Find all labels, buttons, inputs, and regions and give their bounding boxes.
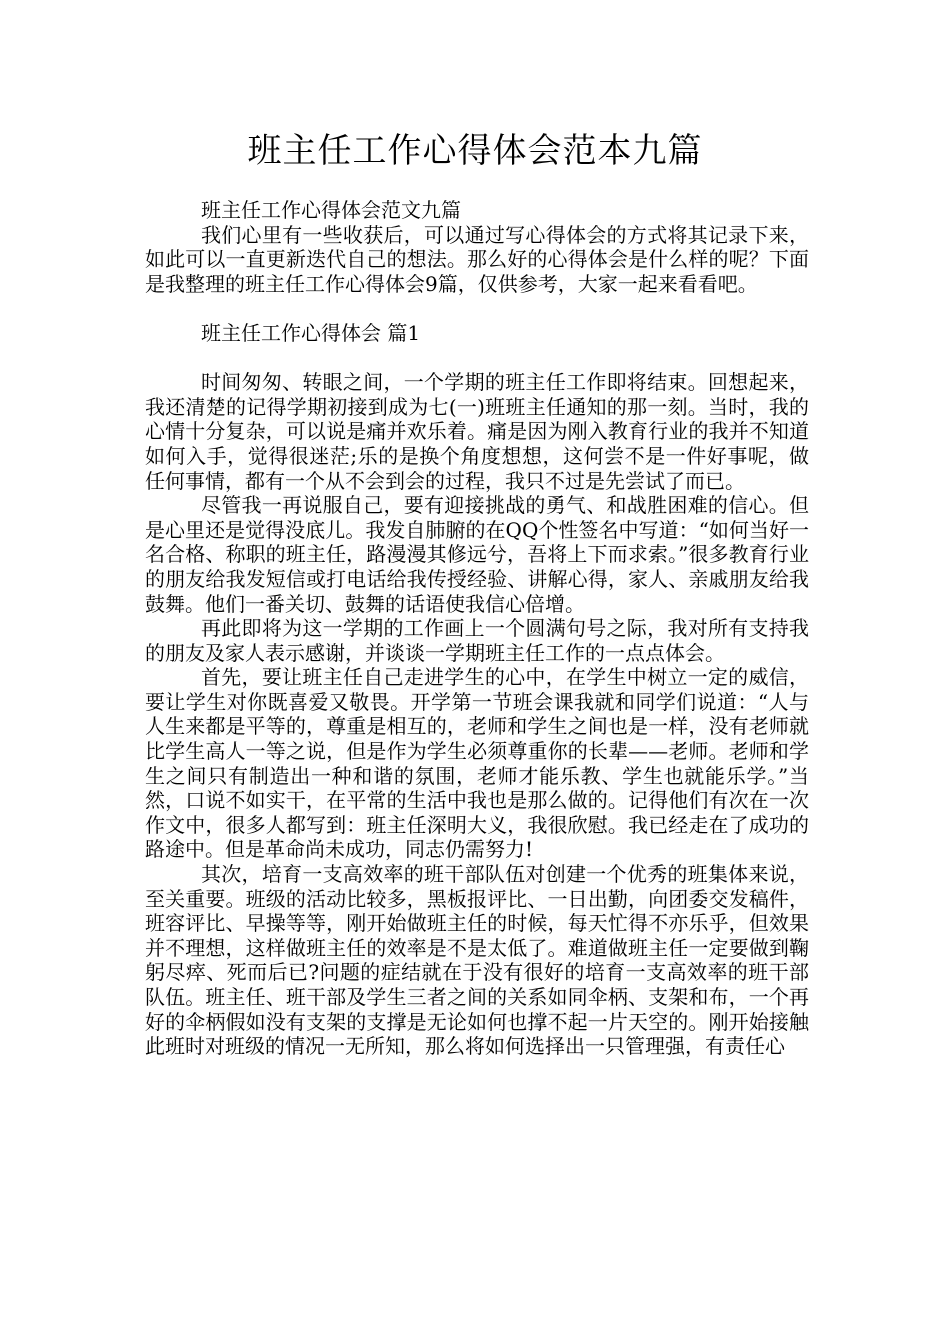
body-paragraph: 时间匆匆、转眼之间，一个学期的班主任工作即将结束。回想起来，我还清楚的记得学期初接到成为七(一)班班主任通知的那一刻。当时，我的心情十分复杂，可以说是痛并欢乐着。痛是因为刚入教育行业的我并不知道如何入手，觉得很迷茫;乐的是换个角度想想，这何尝不是一件好事呢，做任何事情，都有一个从不会到会的过程，我只不过是先尝试了而已。 bbox=[145, 370, 809, 493]
body-paragraph: 尽管我一再说服自己，要有迎接挑战的勇气、和战胜困难的信心。但是心里还是觉得没底儿。我发自肺腑的在QQ个性签名中写道：“如何当好一名合格、称职的班主任，路漫漫其修远兮，吾将上下而求索。”很多教育行业的朋友给我发短信或打电话给我传授经验、讲解心得，家人、亲戚朋友给我鼓舞。他们一番关切、鼓舞的话语使我信心倍增。 bbox=[145, 493, 809, 616]
paragraph-gap bbox=[145, 296, 809, 321]
subtitle-paragraph: 班主任工作心得体会范文九篇 bbox=[201, 198, 461, 222]
paragraph-gap bbox=[145, 346, 809, 371]
body-paragraph: 首先，要让班主任自己走进学生的心中，在学生中树立一定的威信，要让学生对你既喜爱又敬畏。开学第一节班会课我就和同学们说道：“人与人生来都是平等的，尊重是相互的，老师和学生之间也是一样，没有老师就比学生高人一等之说，但是作为学生必须尊重你的长辈——老师。老师和学生之间只有制造出一种和谐的氛围，老师才能乐教、学生也就能乐学。”当然，口说不如实干，在平常的生活中我也是那么做的。记得他们有次在一次作文中，很多人都写到：班主任深明大义，我很欣慰。我已经走在了成功的路途中。但是革命尚未成功，同志仍需努力! bbox=[145, 665, 809, 862]
body-paragraph: 其次，培育一支高效率的班干部队伍对创建一个优秀的班集体来说，至关重要。班级的活动比较多，黑板报评比、一日出勤，向团委交发稿件，班容评比、早操等等，刚开始做班主任的时候，每天忙得不亦乐乎，但效果并不理想，这样做班主任的效率是不是太低了。难道做班主任一定要做到鞠躬尽瘁、死而后已?问题的症结就在于没有很好的培育一支高效率的班干部队伍。班主任、班干部及学生三者之间的关系如同伞柄、支架和布，一个再好的伞柄假如没有支架的支撑是无论如何也撑不起一片天空的。刚开始接触此班时对班级的情况一无所知，那么将如何选择出一只管理强，有责任心 bbox=[145, 862, 809, 1059]
document-body bbox=[145, 198, 809, 1059]
section-heading: 班主任工作心得体会 篇1 bbox=[201, 320, 421, 345]
body-paragraph: 再此即将为这一学期的工作画上一个圆满句号之际，我对所有支持我的朋友及家人表示感谢，并谈谈一学期班主任工作的一点点体会。 bbox=[145, 616, 809, 665]
intro-paragraph: 我们心里有一些收获后，可以通过写心得体会的方式将其记录下来，如此可以一直更新迭代自己的想法。那么好的心得体会是什么样的呢？下面是我整理的班主任工作心得体会9篇，仅供参考，大家一起来看看吧。 bbox=[145, 222, 809, 296]
document-title: 班主任工作心得体会范本九篇 bbox=[247, 131, 703, 171]
